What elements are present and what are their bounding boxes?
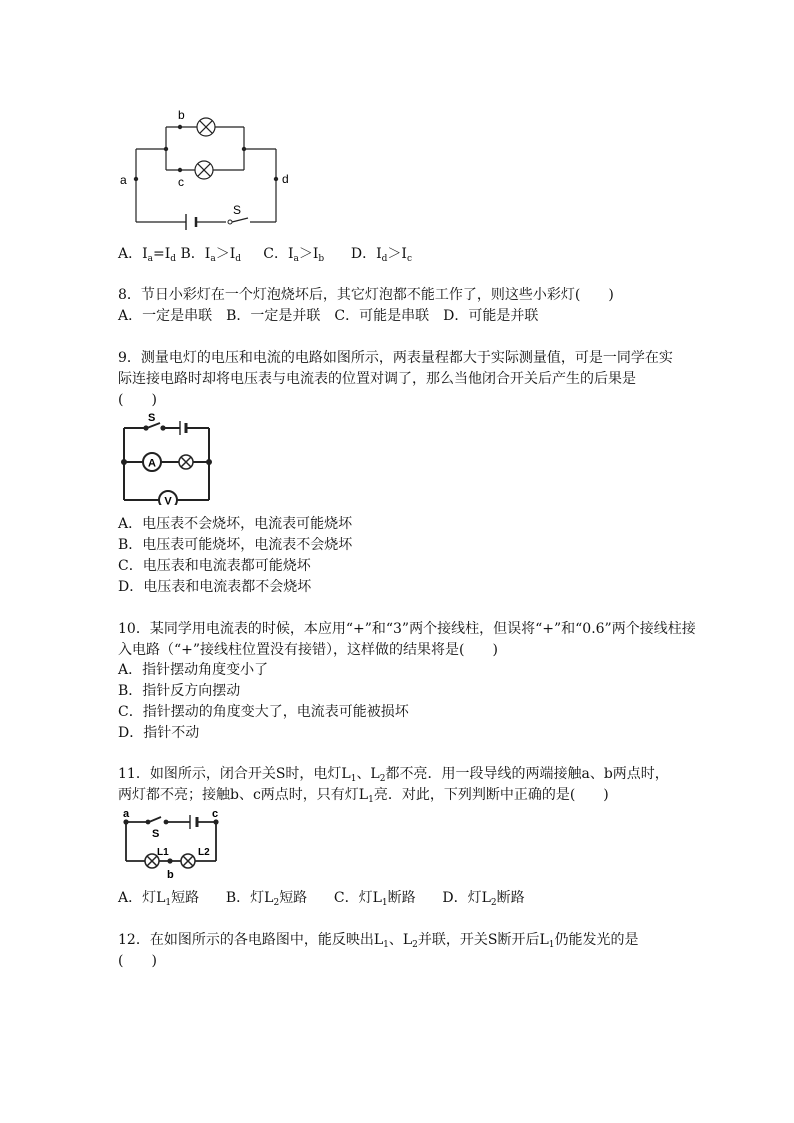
label-c: c	[178, 175, 184, 189]
q7-option-a: A．$I_a=I_d$	[118, 246, 177, 264]
q10-stem-line2: 入电路（“+”接线柱位置没有接错），这样做的结果将是( )	[118, 642, 498, 658]
q7-option-c: C．$I_a>I_b$	[263, 246, 325, 264]
node-a-dot	[134, 177, 138, 181]
battery-icon	[186, 214, 196, 230]
battery-icon	[190, 815, 197, 829]
label-s: S	[233, 203, 242, 217]
q10-option-c: C．指针摆动的角度变大了，电流表可能被损坏	[118, 704, 409, 720]
node-d-dot	[274, 177, 278, 181]
node-b-dot	[178, 125, 182, 129]
junction-dot	[206, 459, 212, 465]
lamp-icon	[195, 161, 213, 179]
q7-option-d: D．$I_d>I_c$	[350, 246, 412, 264]
voltmeter-label: V	[164, 495, 172, 505]
ammeter-icon	[143, 453, 161, 471]
q8-stem: 8．节日小彩灯在一个灯泡烧坏后，其它灯泡都不能工作了，则这些小彩灯( )	[118, 287, 614, 303]
q9-option-d: D．电压表和电流表都不会烧坏	[118, 579, 312, 595]
q12-stem-line1: 12．在如图所示的各电路图中，能反映出$L_1$、$L_2$并联，开关S断开后$L_1$仍能发光的是	[118, 932, 639, 950]
lamp-l2-icon	[181, 854, 195, 868]
q12-stem-line2: ( )	[118, 953, 157, 969]
voltmeter-icon	[159, 491, 177, 505]
q9-stem-line3: ( )	[118, 392, 157, 408]
node-a-dot	[123, 819, 128, 824]
label-s: S	[148, 412, 156, 424]
switch-contact	[228, 220, 232, 224]
q10-option-d: D．指针不动	[118, 725, 200, 741]
switch-contact	[146, 820, 151, 825]
label-l2: L2	[198, 847, 210, 858]
node-c-dot	[213, 819, 218, 824]
q11-option-b: B．灯$L_2$短路	[225, 890, 308, 908]
label-b: b	[178, 108, 185, 122]
q8-options: A．一定是串联 B．一定是并联 C．可能是串联 D．可能是并联	[118, 308, 539, 324]
q9-circuit-diagram	[118, 410, 218, 505]
q7-option-b: B．$I_a>I_d$	[180, 246, 241, 264]
q11-option-a: A．灯$L_1$短路	[118, 890, 200, 908]
q9-option-c: C．电压表和电流表都可能烧坏	[118, 558, 311, 574]
q11-stem-line1: 11．如图所示，闭合开关S时，电灯$L_1$、$L_2$都不亮．用一段导线的两端接触a、b两点时，	[118, 766, 669, 784]
label-c: c	[212, 808, 219, 820]
q10-stem-line1: 10．某同学用电流表的时候，本应用“+”和“3”两个接线柱，但误将“+”和“0.6”两个接线柱接	[118, 621, 696, 637]
switch-contact	[160, 425, 165, 430]
label-s: S	[152, 828, 160, 840]
q7-options	[118, 245, 412, 263]
lamp-icon	[179, 455, 193, 469]
q10-option-b: B．指针反方向摆动	[118, 683, 241, 699]
q9-option-a: A．电压表不会烧坏，电流表可能烧坏	[118, 516, 353, 532]
q11-circuit-diagram	[118, 805, 228, 883]
lamp-icon	[197, 118, 215, 136]
q10-option-a: A．指针摆动角度变小了	[118, 662, 269, 678]
switch-contact	[143, 425, 148, 430]
q11-options	[118, 889, 525, 907]
q9-option-b: B．电压表可能烧坏，电流表不会烧坏	[118, 537, 353, 553]
label-a: a	[123, 808, 130, 820]
label-a: a	[120, 173, 127, 187]
junction-dot	[164, 147, 168, 151]
label-l1: L1	[157, 847, 169, 858]
q11-option-d: D．灯$L_2$断路	[442, 890, 525, 908]
q9-stem-line2: 际连接电路时却将电压表与电流表的位置对调了，那么当他闭合开关后产生的后果是	[118, 371, 636, 387]
q11-option-c: C．灯$L_1$断路	[333, 890, 416, 908]
junction-dot	[121, 459, 127, 465]
node-c-dot	[178, 168, 182, 172]
node-b-dot	[167, 858, 172, 863]
q9-stem-line1: 9．测量电灯的电压和电流的电路如图所示，两表量程都大于实际测量值，可是一同学在实	[118, 350, 673, 366]
label-b: b	[167, 869, 174, 881]
q7-circuit-diagram	[110, 104, 310, 230]
battery-icon	[180, 421, 186, 435]
junction-dot	[242, 147, 246, 151]
q11-stem-line2: 两灯都不亮；接触b、c两点时，只有灯$L_1$亮．对此，下列判断中正确的是( )	[118, 787, 609, 805]
switch-contact	[164, 820, 169, 825]
ammeter-label: A	[148, 457, 156, 470]
label-d: d	[282, 172, 289, 186]
